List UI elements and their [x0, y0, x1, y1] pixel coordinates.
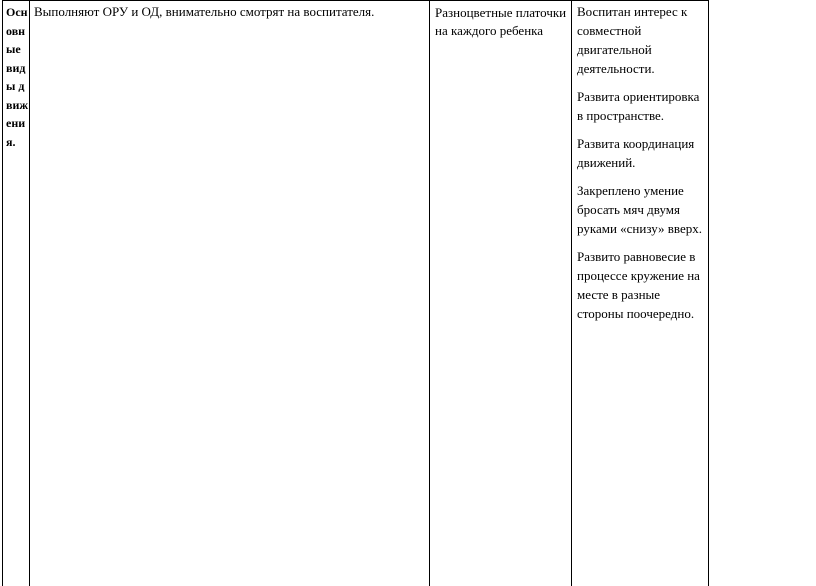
lesson-plan-table	[2, 0, 709, 586]
equipment-cell	[430, 1, 572, 586]
table-row	[3, 1, 709, 586]
section-label-cell	[3, 1, 30, 586]
result-item: Развита координация движений.	[577, 136, 695, 170]
result-item: Развито равновесие в процессе кружение на месте в разные стороны поочередно.	[577, 249, 700, 321]
equipment-text: Разноцветные платочки на каждого ребенка	[435, 5, 567, 38]
result-item: Развита ориентировка в пространстве.	[577, 89, 700, 123]
activity-cell	[30, 1, 430, 586]
section-label: Основные виды движения.	[6, 5, 29, 149]
results-cell	[572, 1, 709, 586]
activity-text: Выполняют ОРУ и ОД, внимательно смотрят на воспитателя.	[34, 4, 375, 19]
result-item: Воспитан интерес к совместной двигательной деятельности.	[577, 4, 688, 76]
result-item: Закреплено умение бросать мяч двумя руками «снизу» вверх.	[577, 183, 702, 236]
